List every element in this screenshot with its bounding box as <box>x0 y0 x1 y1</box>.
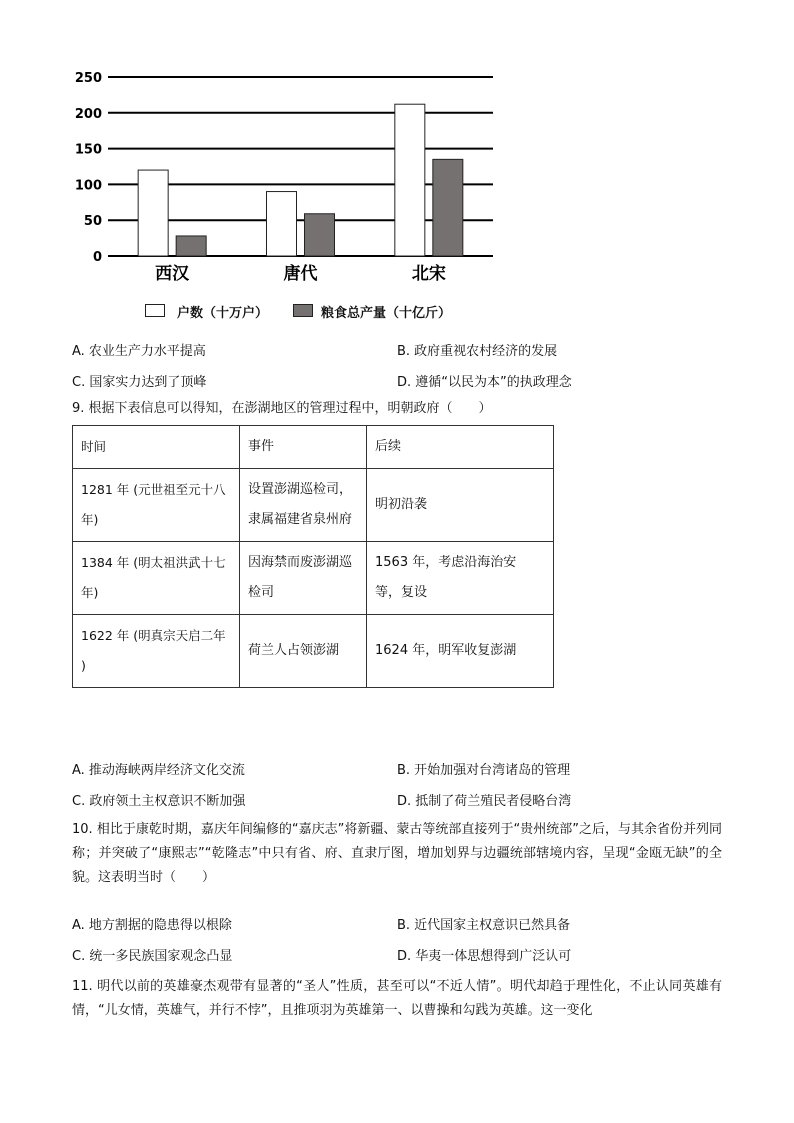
q9-option-a: A. 推动海峡两岸经济文化交流 <box>72 763 245 778</box>
x-category-label: 唐代 <box>283 264 318 284</box>
q8-option-b: B. 政府重视农村经济的发展 <box>397 344 558 359</box>
y-tick-label: 200 <box>74 106 102 122</box>
q11-stem: 11. 明代以前的英雄豪杰观带有显著的“圣人”性质，甚至可以“不近人情”。明代却趋于理性化，不止认同英雄有情，“儿女情，英雄气，并行不悖”，且推项羽为英雄第一、以曹操和勾践为英雄。这一变化 <box>72 979 722 1018</box>
bar-chart <box>60 60 510 330</box>
q9-option-c: C. 政府领土主权意识不断加强 <box>72 794 246 809</box>
table-cell: 1563 年，考虑沿海治安 等，复设 <box>367 542 554 615</box>
q10-option-b: B. 近代国家主权意识已然具备 <box>397 918 571 933</box>
y-tick-label: 0 <box>92 250 102 265</box>
bar <box>305 214 335 256</box>
table-cell: 明初沿袭 <box>367 469 554 542</box>
x-category-label: 西汉 <box>155 264 190 284</box>
table-row <box>73 615 554 688</box>
y-tick-label: 250 <box>74 71 102 86</box>
q9-option-d: D. 抵制了荷兰殖民者侵略台湾 <box>397 794 572 809</box>
legend-label-grain: 粮食总产量（十亿斤） <box>321 306 452 321</box>
y-tick-label: 150 <box>74 142 102 158</box>
table-header-row <box>73 426 554 469</box>
q9-option-b: B. 开始加强对台湾诸岛的管理 <box>397 763 571 778</box>
bar <box>395 104 425 256</box>
x-category-label: 北宋 <box>411 264 446 284</box>
q8-option-a: A. 农业生产力水平提高 <box>72 344 206 359</box>
table-cell: 1281 年 (元世祖至元十八年) <box>73 469 240 542</box>
table-cell: 1624 年，明军收复澎湖 <box>367 615 554 688</box>
q10-option-d: D. 华夷一体思想得到广泛认可 <box>397 949 572 964</box>
bar <box>176 236 206 256</box>
q10-option-c: C. 统一多民族国家观念凸显 <box>72 949 233 964</box>
y-tick-label: 50 <box>83 214 102 230</box>
table-cell: 1622 年 (明真宗天启二年 ) <box>73 615 240 688</box>
bar <box>267 192 297 256</box>
legend-label-households: 户数（十万户） <box>177 306 269 321</box>
q9-table <box>72 425 554 688</box>
table-header-cell: 后续 <box>367 426 554 469</box>
q10-option-a: A. 地方割据的隐患得以根除 <box>72 918 232 933</box>
q9-stem: 9. 根据下表信息可以得知，在澎湖地区的管理过程中，明朝政府（ ） <box>72 401 492 416</box>
q10-stem: 10. 相比于康乾时期，嘉庆年间编修的“嘉庆志”将新疆、蒙古等统部直接列于“贵州统部”之后，与其余省份并列同称；并突破了“康熙志”“乾隆志”中只有省、府、直隶厅图，增加划界与边疆统部辖境内容，呈现“金瓯无缺”的全貌。这表明当时（ ） <box>72 822 722 885</box>
table-cell: 荷兰人占领澎湖 <box>240 615 367 688</box>
legend-swatch-households <box>145 304 165 317</box>
bar <box>433 159 463 256</box>
legend-swatch-grain <box>293 304 313 317</box>
table-header-cell: 时间 <box>73 426 240 469</box>
q8-option-d: D. 遵循“以民为本”的执政理念 <box>397 375 572 390</box>
table-cell: 因海禁而废澎湖巡检司 <box>240 542 367 615</box>
bar <box>138 170 168 256</box>
table-header-cell: 事件 <box>240 426 367 469</box>
table-row <box>73 469 554 542</box>
chart-svg <box>60 60 510 330</box>
y-tick-label: 100 <box>74 178 102 194</box>
q8-option-c: C. 国家实力达到了顶峰 <box>72 375 207 390</box>
table-cell: 设置澎湖巡检司，隶属福建省泉州府 <box>240 469 367 542</box>
table-row <box>73 542 554 615</box>
table-cell: 1384 年 (明太祖洪武十七年) <box>73 542 240 615</box>
